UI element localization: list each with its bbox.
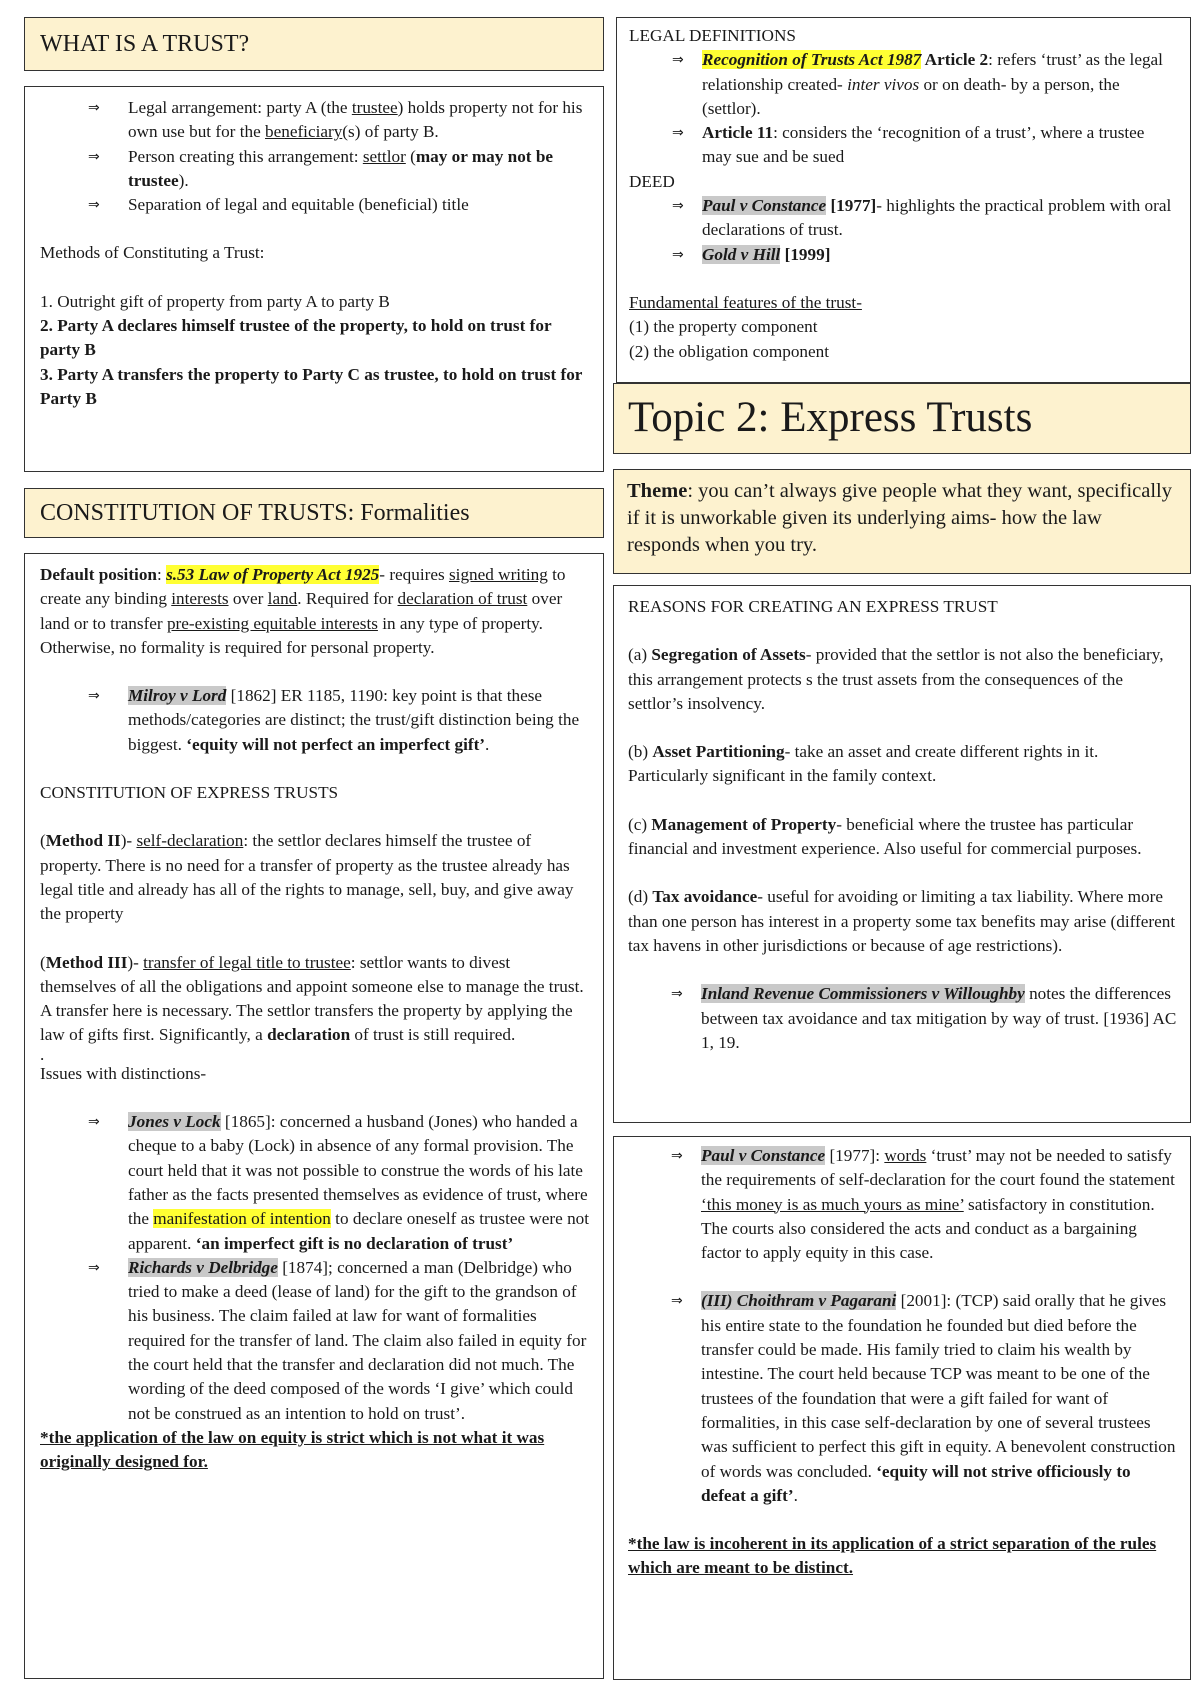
- double-arrow-right-icon: ⇒: [88, 1259, 100, 1276]
- cases-box: [613, 1136, 1191, 1680]
- method-1: 1. Outright gift of property from party A to party B: [40, 291, 390, 311]
- topic-header: [613, 383, 1191, 454]
- default-position: Default position: s.53 Law of Property Act 1925- requires signed writing to create any binding interests over land. Required for declaration of trust over land or to transfer pre-existing equitable interests in any type of property. Otherwise, no formality is required for personal property.: [40, 565, 566, 657]
- theme-text: : you can’t always give people what they want, specifically if it is unworkable given its underlying aims- how the law responds when you try.: [627, 480, 1172, 556]
- fundamental-2: (2) the obligation component: [629, 341, 829, 361]
- double-arrow-right-icon: ⇒: [672, 198, 684, 215]
- list-item: ⇒ Person creating this arrangement: settlor (may or may not be trustee).: [88, 146, 554, 190]
- reason-c: (c) Management of Property- beneficial where the trustee has particular financial and investment experience. Also useful for commercial purposes.: [628, 814, 1142, 859]
- double-arrow-right-icon: ⇒: [88, 148, 100, 165]
- list-item: ⇒ Richards v Delbridge [1874]; concerned a man (Delbridge) who tried to make a deed (lease of land) for the gift to the grandson of his business. The claim failed at law for want of formalities required for the transfer of land. The claim also failed in equity for the court held that the transfer and declaration did not much. The wording of the deed composed of the words ‘I give’ which could not be construed as an intention to hold on trust’.: [88, 1257, 587, 1423]
- fundamental-1: (1) the property component: [629, 317, 818, 337]
- what-is-a-trust-title: WHAT IS A TRUST?: [40, 31, 250, 57]
- deed-heading: DEED: [629, 171, 675, 191]
- topic-title: Topic 2: Express Trusts: [628, 394, 1033, 441]
- list-item: ⇒ Separation of legal and equitable (beneficial) title: [40, 193, 590, 217]
- reason-d: (d) Tax avoidance- useful for avoiding or limiting a tax liability. Where more than one person has interest in a property some tax benefits may arise (different tax havens in other jurisdictions or because of age restrictions).: [628, 887, 1176, 955]
- issues-heading: Issues with distinctions-: [40, 1063, 207, 1083]
- double-arrow-right-icon: ⇒: [88, 197, 100, 214]
- legal-definitions-heading: LEGAL DEFINITIONS: [629, 26, 796, 45]
- double-arrow-right-icon: ⇒: [672, 52, 684, 69]
- double-arrow-right-icon: ⇒: [88, 100, 100, 116]
- what-is-a-trust-box: [24, 86, 604, 472]
- double-arrow-right-icon: ⇒: [671, 986, 683, 1003]
- double-arrow-right-icon: ⇒: [88, 688, 100, 705]
- method-iii: (Method III)- transfer of legal title to trustee: settlor wants to divest themselves of all the obligations and appoint someone else to manage the trust. A transfer here is necessary. The settlor transfers the property by applying the law of gifts first. Significantly, a declaration of trust is still required.: [40, 952, 584, 1045]
- double-arrow-right-icon: ⇒: [88, 1114, 100, 1131]
- method-3: 3. Party A transfers the property to Party C as trustee, to hold on trust for Party B: [40, 364, 583, 408]
- method-2: 2. Party A declares himself trustee of the property, to hold on trust for party B: [40, 316, 552, 360]
- list-item: ⇒ Jones v Lock [1865]: concerned a husband (Jones) who handed a cheque to a baby (Lock) in absence of any formal provision. The court held that it was not possible to construe the words of his late father as the facts presented themselves as evidence of trust, where the manifestation of intention to declare oneself as trustee were not apparent. ‘an imperfect gift is no declaration of trust’: [88, 1112, 590, 1253]
- dot: .: [40, 1044, 45, 1064]
- cases-footnote: *the law is incoherent in its application of a strict separation of the rules which are meant to be distinct.: [628, 1534, 1157, 1578]
- method-ii: (Method II)- self-declaration: the settlor declares himself the trustee of property. There is no need for a transfer of property as the trustee already has legal title and already has all of the rights to manage, sell, buy, and give away the property: [40, 831, 574, 924]
- reason-a: (a) Segregation of Assets- provided that the settlor is not also the beneficiary, this arrangement protects s the trust assets from the consequences of the settlor’s insolvency.: [628, 645, 1164, 713]
- double-arrow-right-icon: ⇒: [671, 1293, 683, 1310]
- list-item: ⇒ Inland Revenue Commissioners v Willoughby notes the differences between tax avoidance and tax mitigation by way of trust. [1936] AC 1, 19.: [671, 984, 1177, 1052]
- constitution-footnote: *the application of the law on equity is strict which is not what it was originally designed for.: [40, 1427, 545, 1472]
- methods-heading: Methods of Constituting a Trust:: [40, 243, 265, 263]
- constitution-header: [24, 488, 604, 538]
- reason-b: (b) Asset Partitioning- take an asset and create different rights in it. Particularly significant in the family context.: [628, 742, 1099, 786]
- express-trusts-heading: CONSTITUTION OF EXPRESS TRUSTS: [40, 783, 339, 803]
- list-item: ⇒ Gold v Hill [1999]: [629, 243, 1177, 267]
- reasons-heading: REASONS FOR CREATING AN EXPRESS TRUST: [628, 597, 998, 616]
- double-arrow-right-icon: ⇒: [672, 246, 684, 263]
- list-item: ⇒ Recognition of Trusts Act 1987 Article 2: refers ‘trust’ as the legal relationship created- inter vivos or on death- by a person, the (settlor).: [672, 50, 1163, 118]
- constitution-box: [24, 553, 604, 1679]
- fundamental-heading: Fundamental features of the trust-: [629, 292, 862, 312]
- list-item: ⇒ Legal arrangement: party A (the trustee) holds property not for his own use but for the beneficiary(s) of party B.: [88, 98, 583, 142]
- theme-box: [613, 469, 1191, 574]
- double-arrow-right-icon: ⇒: [671, 1148, 683, 1164]
- list-item: ⇒ (III) Choithram v Pagarani [2001]: (TCP) said orally that he gives his entire state to the foundation he founded but died before the transfer could be made. His family tried to claim his wealth by intestine. The court held because TCP was meant to be one of the trustees of the foundation that were a gift failed for want of formalities, in this case self-declaration by one of several trustees was sufficient to perfect this gift in equity. A benevolent construction of words was concluded. ‘equity will not strive officiously to defeat a gift’.: [671, 1291, 1176, 1505]
- what-is-a-trust-header: [24, 17, 604, 71]
- reasons-box: [613, 585, 1191, 1123]
- list-item: ⇒ Paul v Constance [1977]- highlights the practical problem with oral declarations of trust.: [672, 196, 1172, 240]
- legal-definitions-box: [616, 17, 1191, 383]
- theme-label: Theme: [627, 480, 688, 502]
- list-item: ⇒ Article 11: considers the ‘recognition of a trust’, where a trustee may sue and be sued: [672, 123, 1145, 167]
- constitution-title: CONSTITUTION OF TRUSTS: Formalities: [40, 500, 470, 526]
- double-arrow-right-icon: ⇒: [672, 125, 684, 142]
- list-item: ⇒ Milroy v Lord [1862] ER 1185, 1190: key point is that these methods/categories are distinct; the trust/gift distinction being the biggest. ‘equity will not perfect an imperfect gift’.: [88, 686, 580, 754]
- list-item: ⇒ Paul v Constance [1977]: words ‘trust’ may not be needed to satisfy the requirements of self-declaration for the court found the statement ‘this money is as much yours as mine’ satisfactory in constitution. The courts also considered the acts and conduct as a bargaining factor to apply equity in this case.: [671, 1146, 1175, 1263]
